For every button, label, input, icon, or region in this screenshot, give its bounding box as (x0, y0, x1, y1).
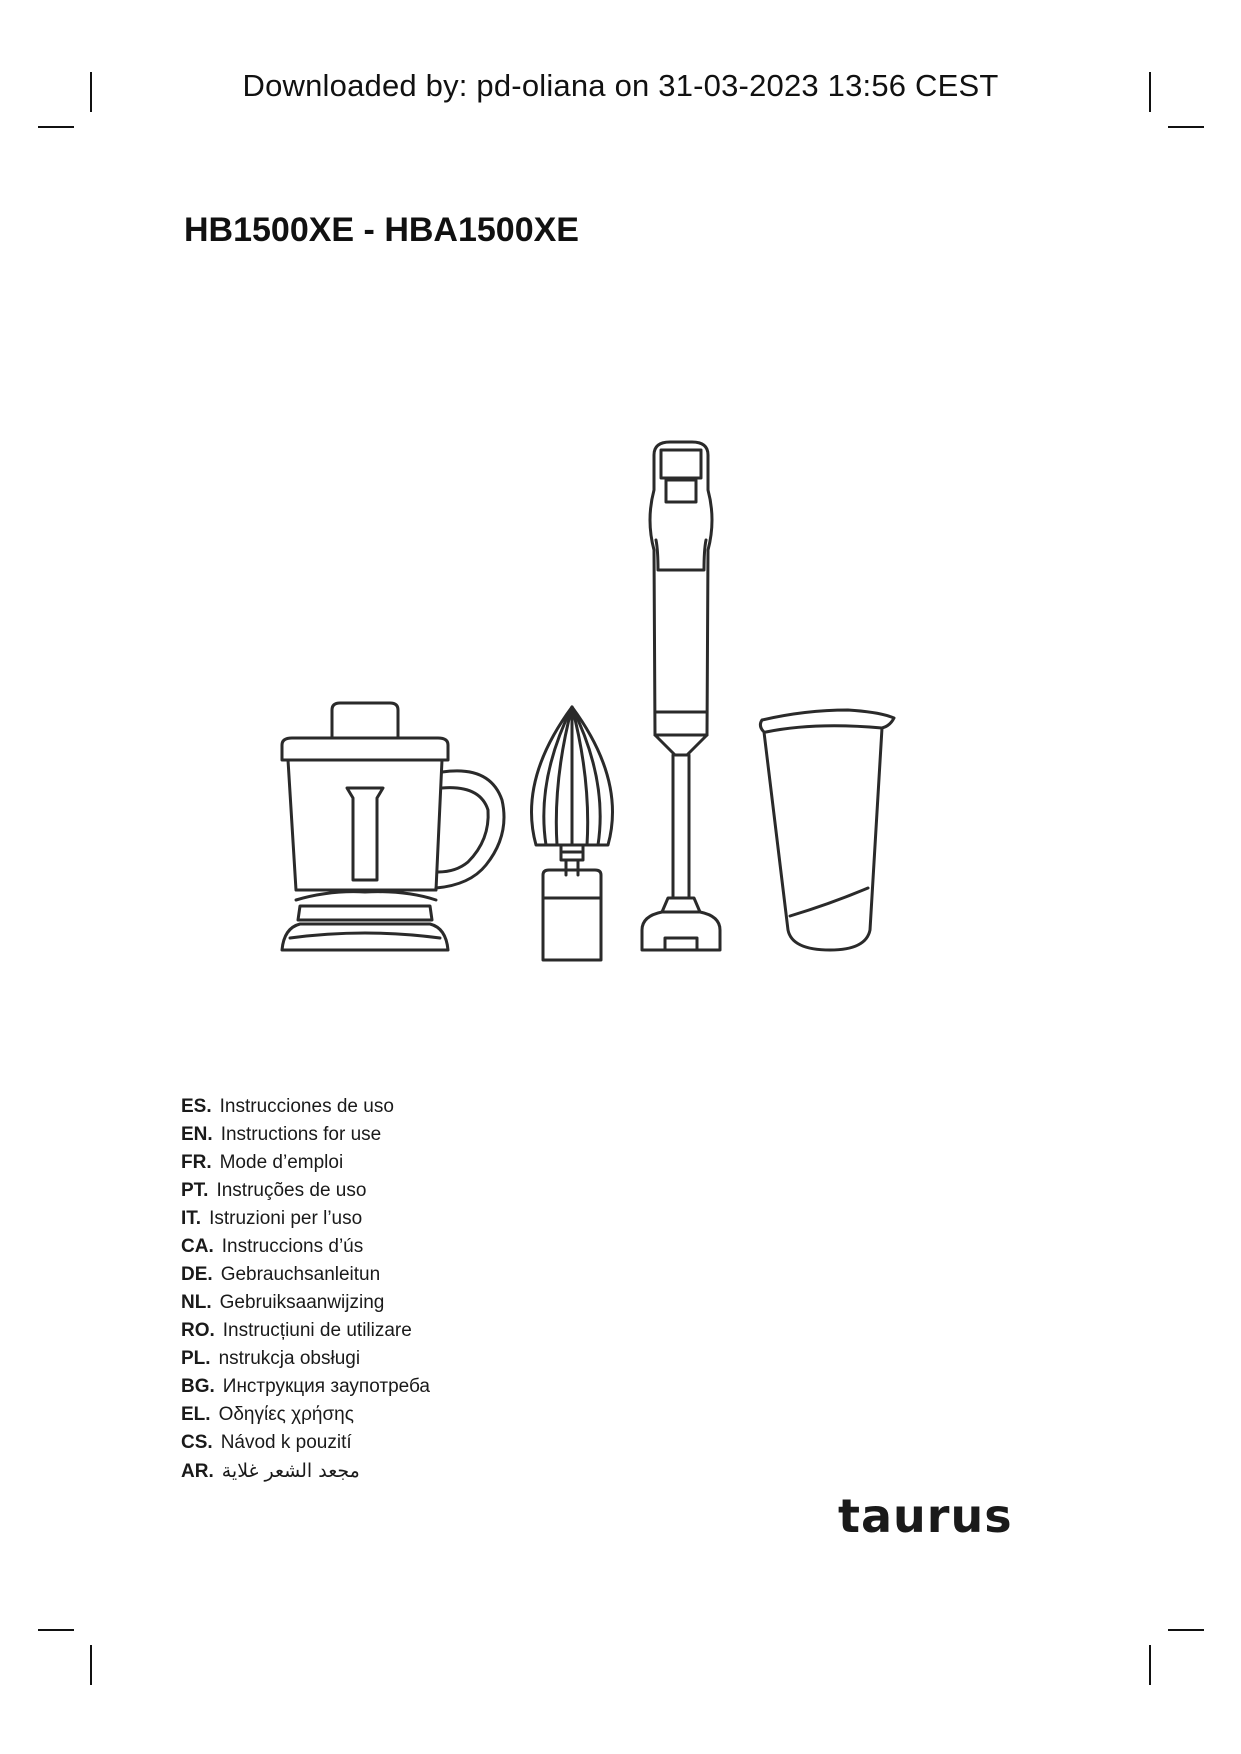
language-text: Gebrauchsanleitun (220, 1264, 381, 1285)
language-item-cs (181, 1429, 430, 1457)
language-code: EL. (181, 1404, 211, 1425)
chopper-bowl-drawing (282, 703, 504, 950)
language-item-ar (181, 1457, 430, 1485)
language-item-es (181, 1093, 430, 1121)
language-item-nl (181, 1289, 430, 1317)
crop-mark-bottom-left-horizontal (38, 1629, 74, 1631)
language-item-fr (181, 1149, 430, 1177)
language-code: EN. (181, 1124, 213, 1145)
language-text: Οδηγίες χρήσης (218, 1404, 354, 1425)
language-text: Návod k pouzití (220, 1432, 352, 1453)
language-code: BG. (181, 1376, 215, 1397)
language-item-ro (181, 1317, 430, 1345)
language-code: NL. (181, 1292, 212, 1313)
language-code: AR. (181, 1461, 214, 1482)
crop-mark-top-left-horizontal (38, 126, 74, 128)
language-code: CA. (181, 1236, 214, 1257)
product-illustration (270, 420, 970, 1000)
language-item-de (181, 1261, 430, 1289)
language-code: PT. (181, 1180, 209, 1201)
language-text: Instrucțiuni de utilizare (222, 1320, 412, 1341)
whisk-drawing (532, 707, 613, 960)
hand-blender-drawing (642, 442, 720, 950)
crop-mark-bottom-right-horizontal (1168, 1629, 1204, 1631)
crop-mark-bottom-left-vertical (90, 1645, 92, 1685)
language-item-pl (181, 1345, 430, 1373)
language-list (181, 1093, 430, 1485)
language-item-en (181, 1121, 430, 1149)
language-text: Instruccions d’ús (221, 1236, 364, 1257)
language-item-bg (181, 1373, 430, 1401)
language-code: ES. (181, 1096, 212, 1117)
language-code: IT. (181, 1208, 202, 1229)
crop-mark-top-right-horizontal (1168, 126, 1204, 128)
language-text: Istruzioni per l’uso (209, 1208, 363, 1229)
document-title: HB1500XE - HBA1500XE (184, 211, 579, 249)
language-text: Instructions for use (220, 1124, 382, 1145)
language-text: Instruções de uso (216, 1180, 367, 1201)
language-text: Инструкция заупотреба (222, 1376, 430, 1397)
language-code: DE. (181, 1264, 213, 1285)
language-text: Instrucciones de uso (219, 1096, 394, 1117)
language-text: nstrukcja obsługi (218, 1348, 361, 1369)
taurus-logo: taurus (838, 1489, 1013, 1543)
beaker-drawing (760, 710, 894, 950)
language-code: RO. (181, 1320, 215, 1341)
language-item-it (181, 1205, 430, 1233)
language-text: Gebruiksaanwijzing (219, 1292, 385, 1313)
language-code: FR. (181, 1152, 212, 1173)
language-item-pt (181, 1177, 430, 1205)
language-item-el (181, 1401, 430, 1429)
language-item-ca (181, 1233, 430, 1261)
download-stamp: Downloaded by: pd-oliana on 31-03-2023 13:56 CEST (242, 68, 999, 103)
language-code: PL. (181, 1348, 211, 1369)
language-text: Mode d’emploi (219, 1152, 344, 1173)
language-code: CS. (181, 1432, 213, 1453)
language-text: مجعد الشعر غلاية (221, 1460, 360, 1482)
crop-mark-bottom-right-vertical (1149, 1645, 1151, 1685)
